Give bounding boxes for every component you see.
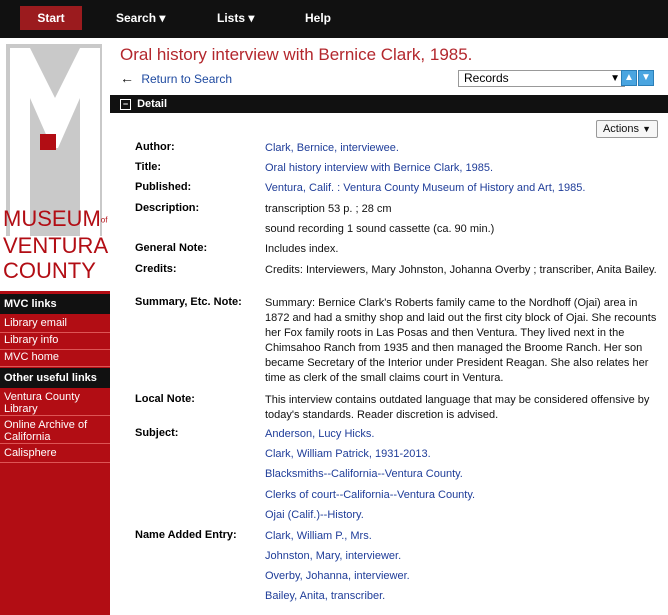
title-label: Title: bbox=[135, 161, 162, 173]
actions-dropdown[interactable] bbox=[596, 120, 658, 138]
logo-text: MUSEUMof VENTURA COUNTY bbox=[3, 206, 109, 283]
published-link[interactable]: Ventura, Calif. : Ventura County Museum of History and Art, 1985. bbox=[265, 182, 586, 194]
page-title: Oral history interview with Bernice Clark, 1985. bbox=[120, 45, 473, 64]
help-menu[interactable]: Help bbox=[305, 11, 332, 25]
description-label: Description: bbox=[135, 202, 200, 214]
chevron-down-icon: ▼ bbox=[610, 73, 620, 84]
mvc-links-header: MVC links bbox=[0, 294, 110, 314]
subject-link[interactable]: Blacksmiths--California--Ventura County. bbox=[265, 468, 463, 480]
next-record-icon[interactable]: ▼ bbox=[638, 70, 654, 86]
name-entry-link[interactable]: Bailey, Anita, transcriber. bbox=[265, 590, 386, 602]
local-note-value: This interview contains outdated language that may be considered offensive by today's standards. Reader discretion is advised. bbox=[265, 394, 650, 421]
previous-record-icon[interactable]: ▲ bbox=[621, 70, 637, 86]
chevron-down-icon: ▾ bbox=[156, 11, 166, 25]
sidebar-item-ventura-county-library[interactable]: Ventura County Library bbox=[0, 391, 110, 416]
search-menu[interactable] bbox=[116, 11, 165, 25]
records-select-value: Records bbox=[464, 71, 509, 85]
local-note-label: Local Note: bbox=[135, 393, 195, 405]
name-entry-link[interactable]: Clark, William P., Mrs. bbox=[265, 530, 372, 542]
records-select[interactable] bbox=[458, 70, 625, 87]
return-to-search-label: Return to Search bbox=[141, 72, 233, 86]
summary-label: Summary, Etc. Note: bbox=[135, 296, 242, 308]
general-note-label: General Note: bbox=[135, 242, 208, 254]
name-entry-link[interactable]: Johnston, Mary, interviewer. bbox=[265, 550, 402, 562]
lists-menu-label: Lists bbox=[217, 11, 246, 25]
credits-label: Credits: bbox=[135, 263, 177, 275]
start-button[interactable]: Start bbox=[20, 6, 82, 30]
record-header bbox=[110, 38, 668, 92]
author-label: Author: bbox=[135, 141, 175, 153]
name-added-entry-label: Name Added Entry: bbox=[135, 529, 237, 541]
subject-link[interactable]: Clark, William Patrick, 1931-2013. bbox=[265, 448, 431, 460]
chevron-down-icon: ▼ bbox=[642, 124, 652, 134]
description-value: transcription 53 p. ; 28 cm bbox=[265, 203, 392, 215]
chevron-down-icon: ▾ bbox=[245, 11, 255, 25]
other-links-header: Other useful links bbox=[0, 368, 110, 388]
sidebar-item-calisphere[interactable]: Calisphere bbox=[0, 447, 110, 463]
collapse-icon[interactable]: − bbox=[120, 99, 131, 110]
author-link[interactable]: Clark, Bernice, interviewee. bbox=[265, 142, 399, 154]
summary-value: Summary: Bernice Clark's Roberts family came to the Nordhoff (Ojai) area in 1872 and had a smithy shop and laid out the first city block of Ojai. She recounts her Fox family roots in Las Posas and then Ventura. They lived next in the Chimsahoo Ranch from 1935 and then managed the Broome Ranch. Her son became Secretary of the Interior under President Reagan. She also relates her time as clerk of the small claims court in Ventura. bbox=[265, 297, 657, 384]
sidebar-item-library-info[interactable]: Library info bbox=[0, 334, 110, 350]
detail-label: Detail bbox=[137, 98, 168, 110]
general-note-value: Includes index. bbox=[265, 243, 339, 255]
actions-label: Actions bbox=[602, 123, 640, 135]
museum-logo[interactable] bbox=[0, 38, 110, 291]
subject-link[interactable]: Ojai (Calif.)--History. bbox=[265, 509, 364, 521]
return-to-search-link[interactable] bbox=[120, 70, 232, 86]
lists-menu[interactable] bbox=[217, 11, 254, 25]
name-entry-link[interactable]: Overby, Johanna, interviewer. bbox=[265, 570, 410, 582]
description-value: sound recording 1 sound cassette (ca. 90 min.) bbox=[265, 223, 495, 235]
credits-value: Credits: Interviewers, Mary Johnston, Johanna Overby ; transcriber, Anita Bailey. bbox=[265, 264, 657, 276]
top-navigation-bar bbox=[0, 0, 668, 38]
subject-label: Subject: bbox=[135, 427, 179, 439]
subject-link[interactable]: Clerks of court--California--Ventura County. bbox=[265, 489, 476, 501]
published-label: Published: bbox=[135, 181, 192, 193]
sidebar-item-mvc-home[interactable]: MVC home bbox=[0, 351, 110, 367]
detail-section-header[interactable] bbox=[110, 95, 668, 113]
arrow-left-icon: ← bbox=[120, 70, 134, 86]
sidebar-item-online-archive[interactable]: Online Archive of California bbox=[0, 419, 110, 444]
title-link[interactable]: Oral history interview with Bernice Clark, 1985. bbox=[265, 162, 494, 174]
subject-link[interactable]: Anderson, Lucy Hicks. bbox=[265, 428, 375, 440]
search-menu-label: Search bbox=[116, 11, 157, 25]
sidebar-item-library-email[interactable]: Library email bbox=[0, 317, 110, 333]
